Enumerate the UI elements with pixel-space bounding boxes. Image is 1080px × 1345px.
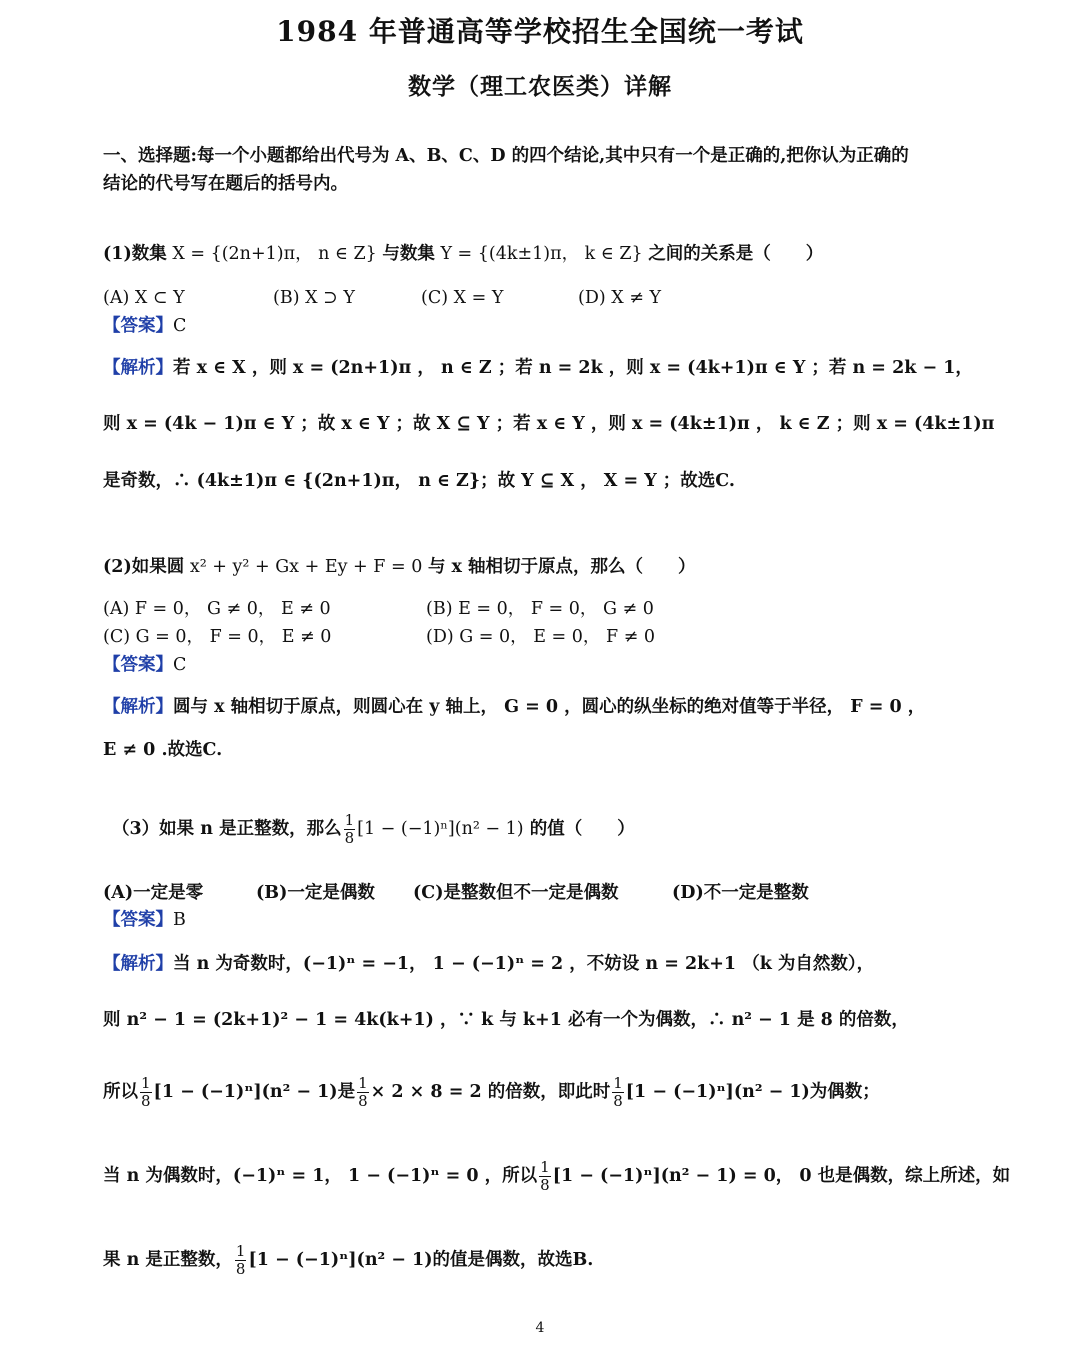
q3-l3-a: 所以 — [103, 1082, 138, 1102]
q3-l3-b: [1 − (−1)ⁿ](n² − 1)是 — [153, 1082, 356, 1102]
q1-option-b: (B) X ⊃ Y — [273, 288, 355, 308]
q3-l5-a: 果 n 是正整数， — [103, 1250, 233, 1270]
q3-option-b: (B)一定是偶数 — [256, 883, 375, 903]
q2-option-a: (A) F = 0， G ≠ 0， E ≠ 0 — [103, 599, 331, 619]
q1-option-d: (D) X ≠ Y — [578, 288, 662, 308]
q2-equation: x² + y² + Gx + Ey + F = 0 — [189, 557, 423, 577]
q1-answer-value: C — [173, 316, 187, 336]
q3-analysis-line-2: 则 n² − 1 = (2k+1)² − 1 = 4k(k+1) ，∵ k 与 k+1 必有一个为偶数，∴ n² − 1 是 8 的倍数， — [103, 1010, 909, 1030]
q1-tail: 之间的关系是（ ） — [648, 244, 824, 264]
q3-analysis-line-4 — [103, 1156, 1020, 1196]
q3-l3-fraction-1: $\frac{1}{8}$ — [141, 1074, 151, 1110]
section-intro-line-2: 结论的代号写在题后的括号内。 — [103, 174, 348, 194]
q1-answer — [103, 313, 1020, 339]
q1-option-a: (A) X ⊂ Y — [103, 288, 185, 308]
q3-answer-tag: 【答案】 — [103, 910, 173, 930]
q3-label: （3）如果 n 是正整数，那么 — [112, 819, 342, 839]
page-title: 1984 年普通高等学校招生全国统一考试 — [276, 15, 804, 48]
q2-answer-tag: 【答案】 — [103, 655, 173, 675]
q3-l5-fraction: $\frac{1}{8}$ — [235, 1242, 246, 1278]
q2-tail: 与 x 轴相切于原点，那么（ ） — [427, 557, 696, 577]
q2-answer — [103, 652, 1020, 678]
question-1-stem — [103, 241, 1020, 267]
q2-answer-value: C — [173, 655, 187, 675]
q1-y-set: Y = {(4k±1)π， k ∈ Z} — [440, 244, 643, 264]
q3-answer — [103, 907, 1020, 933]
q3-l3-fraction-3: $\frac{1}{8}$ — [613, 1074, 623, 1110]
q2-label: (2)如果圆 — [103, 557, 185, 577]
q3-analysis-text-1: 当 n 为奇数时，(−1)ⁿ = −1， 1 − (−1)ⁿ = 2 ，不妨设 n = 2k+1 （k 为自然数）， — [173, 954, 875, 974]
q3-analysis-tag: 【解析】 — [103, 954, 173, 974]
q3-l4-a: 当 n 为偶数时，(−1)ⁿ = 1， 1 − (−1)ⁿ = 0 ，所以 — [103, 1166, 538, 1186]
q2-option-b: (B) E = 0， F = 0， G ≠ 0 — [426, 599, 654, 619]
q3-expr: [1 − (−1)ⁿ](n² − 1) — [357, 819, 524, 839]
q1-analysis-line-2: 则 x = (4k − 1)π ∈ Y ；故 x ∈ Y ；故 X ⊆ Y ；若 x ∈ Y ，则 x = (4k±1)π ， k ∈ Z ；则 x = (4k±1)π — [103, 414, 995, 434]
q3-answer-value: B — [173, 910, 186, 930]
q3-option-a: (A)一定是零 — [103, 883, 204, 903]
q1-label: (1)数集 — [103, 244, 167, 264]
q3-l4-b: [1 − (−1)ⁿ](n² − 1) = 0， 0 也是偶数，综上所述，如 — [552, 1166, 1011, 1186]
q3-l3-fraction-2: $\frac{1}{8}$ — [358, 1074, 368, 1110]
q1-analysis-text-1: 若 x ∈ X ，则 x = (2n+1)π ， n ∈ Z ；若 n = 2k ，则 x = (4k+1)π ∈ Y ；若 n = 2k − 1， — [173, 358, 973, 378]
q2-analysis-line-1 — [103, 694, 1020, 720]
q1-analysis-line-1 — [103, 355, 1020, 381]
q3-option-d: (D)不一定是整数 — [672, 883, 809, 903]
q3-analysis-line-5 — [103, 1240, 1020, 1280]
q3-l4-fraction: $\frac{1}{8}$ — [540, 1158, 550, 1194]
q2-option-c: (C) G = 0， F = 0， E ≠ 0 — [103, 627, 332, 647]
q3-l3-c: × 2 × 8 = 2 的倍数，即此时 — [370, 1082, 611, 1102]
q1-x-set: X = {(2n+1)π， n ∈ Z} — [172, 244, 377, 264]
q1-analysis-tag: 【解析】 — [103, 358, 173, 378]
q2-analysis-tag: 【解析】 — [103, 697, 173, 717]
section-intro-line-1: 一、选择题:每一个小题都给出代号为 A、B、C、D 的四个结论,其中只有一个是正确的,把你认为正确的 — [103, 146, 909, 166]
q1-answer-tag: 【答案】 — [103, 316, 173, 336]
page-subtitle: 数学（理工农医类）详解 — [408, 73, 672, 100]
question-2-stem — [103, 554, 1020, 580]
q3-analysis-line-3 — [103, 1072, 1020, 1112]
q1-analysis-line-3: 是奇数，∴ (4k±1)π ∈ {(2n+1)π， n ∈ Z}；故 Y ⊆ X ， X = Y ；故选C. — [103, 471, 736, 491]
q1-mid: 与数集 — [382, 244, 435, 264]
q3-tail: 的值（ ） — [529, 819, 635, 839]
q2-analysis-line-2: E ≠ 0 .故选C. — [103, 740, 223, 760]
q3-analysis-line-1 — [103, 951, 1020, 977]
q3-l5-b: [1 − (−1)ⁿ](n² − 1)的值是偶数，故选B. — [248, 1250, 594, 1270]
q2-analysis-text-1: 圆与 x 轴相切于原点，则圆心在 y 轴上， G = 0 ，圆心的纵坐标的绝对值等于半径， F = 0 ， — [173, 697, 926, 717]
q3-l3-d: [1 − (−1)ⁿ](n² − 1)为偶数； — [625, 1082, 880, 1102]
question-3-stem — [112, 812, 1020, 847]
q3-option-c: (C)是整数但不一定是偶数 — [413, 883, 619, 903]
q1-option-c: (C) X = Y — [421, 288, 504, 308]
page-number: 4 — [535, 1320, 545, 1336]
q2-option-d: (D) G = 0， E = 0， F ≠ 0 — [426, 627, 656, 647]
q3-fraction: $\frac{1}{8}$ — [344, 811, 355, 847]
